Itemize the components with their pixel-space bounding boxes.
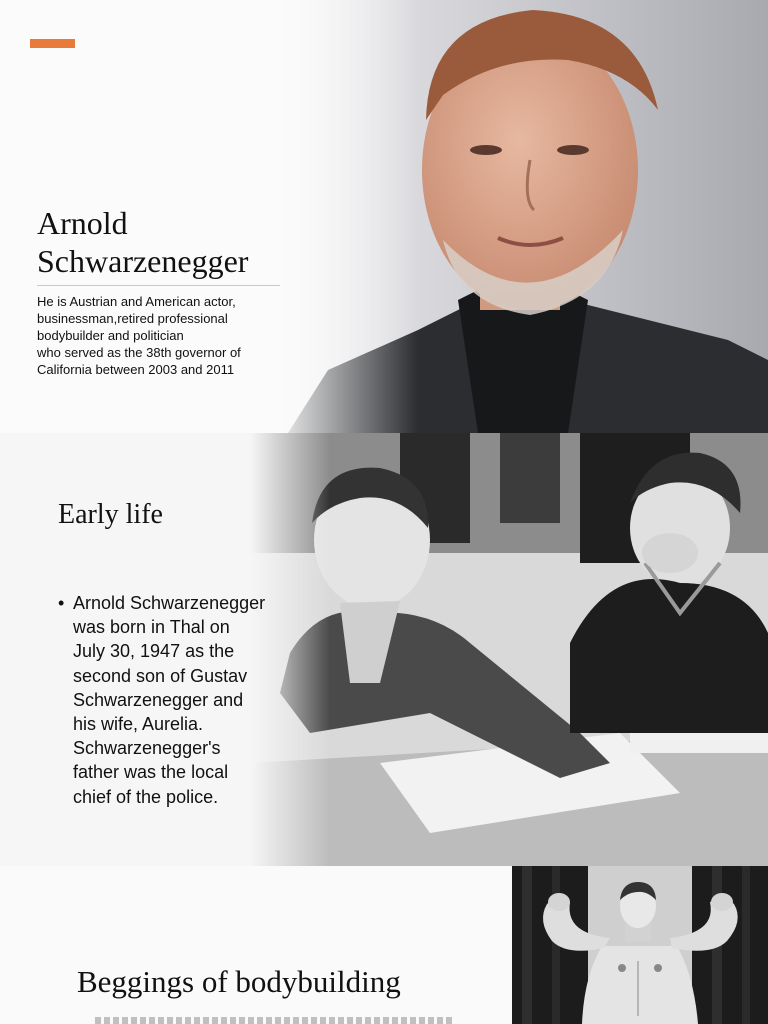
bullet-line: July 30, 1947 as the	[73, 641, 235, 662]
slide-bodybuilding	[0, 866, 768, 1024]
section-heading-early-life: Early life	[58, 499, 163, 530]
slide-intro	[0, 0, 768, 433]
bodybuilding-illustration	[512, 866, 768, 1024]
childhood-illustration	[250, 433, 768, 866]
bodybuilding-photo	[512, 866, 768, 1024]
section-heading-bodybuilding: Beggings of bodybuilding	[77, 964, 401, 999]
cropped-text-fragment	[95, 1017, 495, 1024]
description-line: He is Austrian and American actor,	[37, 294, 236, 309]
title-line-2: Schwarzenegger	[37, 243, 249, 279]
page-title	[37, 204, 297, 280]
bullet-line: his wife, Aurelia.	[73, 714, 204, 735]
childhood-photo	[250, 433, 768, 866]
title-line-1: Arnold	[37, 205, 128, 241]
title-divider	[37, 285, 280, 286]
portrait-illustration	[268, 0, 768, 433]
description-line: businessman,retired professional	[37, 311, 228, 326]
bullet-line: father was the local	[73, 762, 229, 783]
bullet-line: second son of Gustav	[73, 665, 248, 686]
description-line: California between 2003 and 2011	[37, 362, 235, 377]
description-line: bodybuilder and politician	[37, 328, 184, 343]
description-line: who served as the 38th governor of	[37, 345, 241, 360]
bullet-line: was born in Thal on	[73, 617, 230, 638]
intro-description	[37, 293, 282, 378]
bullet-text	[73, 591, 313, 809]
portrait-photo	[268, 0, 768, 433]
bullet-icon: •	[58, 593, 65, 613]
bullet-line: Schwarzenegger and	[73, 689, 244, 710]
bullet-line: chief of the police.	[73, 786, 219, 807]
bullet-line: Arnold Schwarzenegger	[73, 593, 266, 613]
accent-bar	[30, 39, 75, 48]
bullet-line: Schwarzenegger's	[73, 738, 221, 759]
slide-early-life	[0, 433, 768, 866]
